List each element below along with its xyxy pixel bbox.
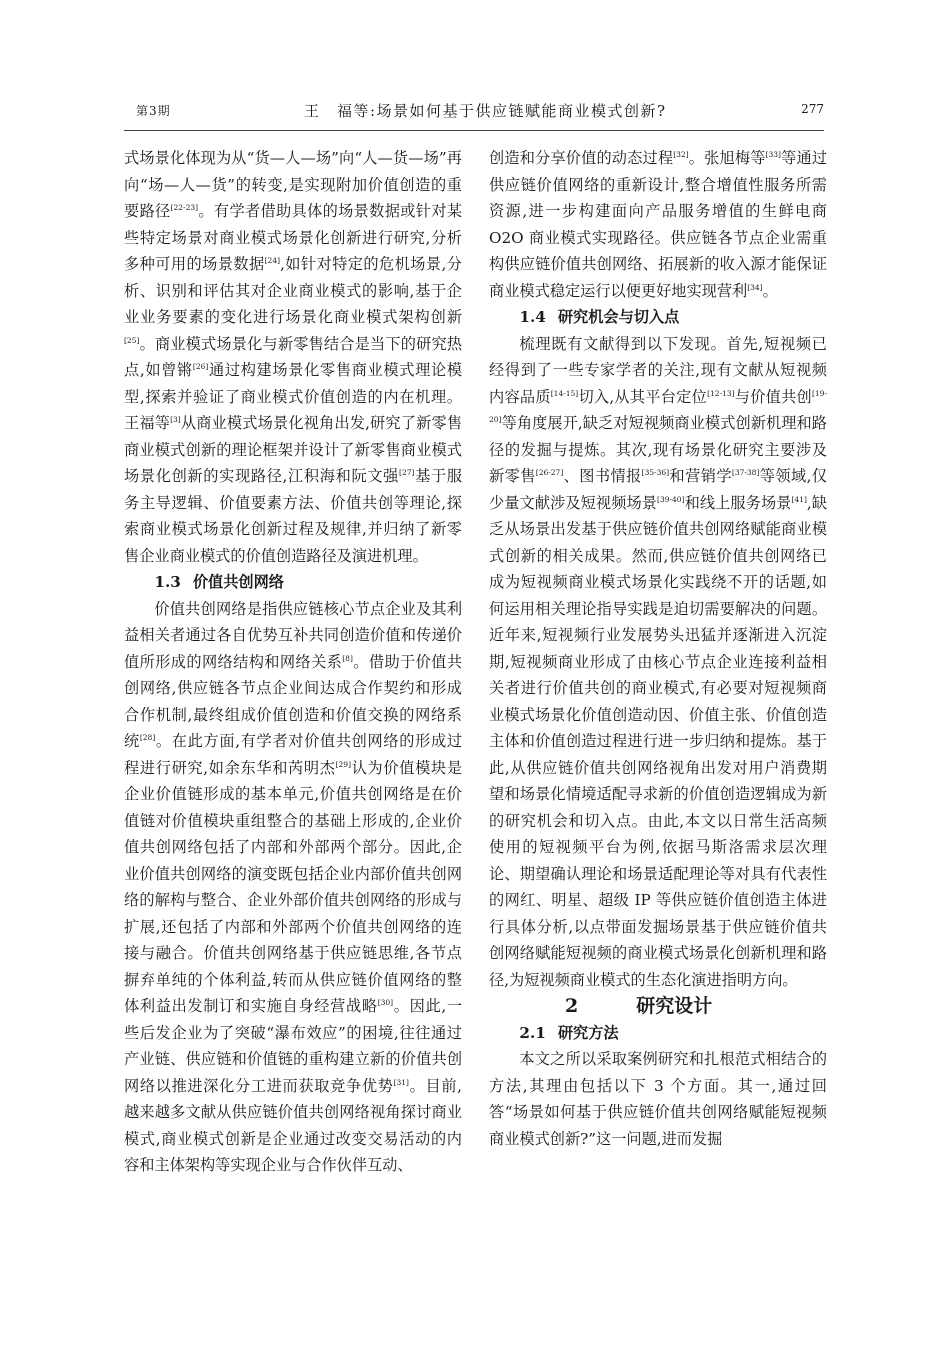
page-number: 277 (801, 102, 824, 116)
citation: [35-36] (641, 468, 670, 477)
citation: [34] (747, 282, 763, 292)
paragraph-research-opportunity: 梳理既有文献得到以下发现。首先,短视频已经得到了一些专家学者的关注,现有文献从短视频内容品质[14-15]切入,从其平台定位[12-13]与价值共创[19-20]等角度展开,缺乏对短视频商业模式创新机理和路径的发掘与提炼。其次,现有场景化研究主要涉及新零售[26-27]、图书情报[35-36]和营销学[37-38]等领域,仅少量文献涉及短视频场景[39-40]和线上服务场景[41],缺乏从场景出发基于供应链价值共创网络赋能商业模式创新的相关成果。然而,供应链价值共创网络已成为短视频商业模式场景化实践绕不开的话题,如何运用相关理论指导实践是迫切需要解决的问题。近年来,短视频行业发展势头迅猛并逐渐进入沉淀期,短视频商业形成了由核心节点企业连接利益相关者进行价值共创的商业模式,有必要对短视频商业模式场景化价值创造动因、价值主张、价值创造主体和价值创造过程进行进一步归纳和提炼。基于此,从供应链价值共创网络视角出发对用户消费期望和场景化情境适配寻求新的价值创造逻辑成为新的研究机会和切入点。由此,本文以日常生活高频使用的短视频平台为例,依据马斯洛需求层次理论、期望确认理论和场景适配理论等对具有代表性的网红、明星、超级 IP 等供应链价值创造主体进行具体分析,以点带面发掘场景基于供应链价值共创网络赋能短视频的商业模式场景化创新机理和路径,为短视频商业模式的生态化演进指明方向。 (489, 334, 828, 989)
citation: [12-13] (707, 388, 735, 398)
citation: [14-15] (550, 388, 579, 398)
citation: [32] (673, 150, 689, 159)
paragraph-value-cocreation-network: 价值共创网络是指供应链核心节点企业及其利益相关者通过各自优势互补共同创造价值和传递价值所形成的网络结构和网络关系[8]。借助于价值共创网络,供应链各节点企业间达成合作契约和形成合作机制,最终组成价值创造和价值交换的网络系统[28]。在此方面,有学者对价值共创网络的形成过程进行研究,如余东华和芮明杰[29]认为价值模块是企业价值链形成的基本单元,价值共创网络是在价值链对价值模块重组整合的基础上形成的,企业价值共创网络包括了内部和外部两个部分。因此,企业价值共创网络的演变既包括企业内部价值共创网络的解构与整合、企业外部价值共创网络的形成与扩展,还包括了内部和外部两个价值共创网络的连接与融合。价值共创网络基于供应链思维,各节点摒弃单纯的个体利益,转而从供应链价值网络的整体利益出发制订和实施自身经营战略[30]。因此,一些后发企业为了突破“瀑布效应”的困境,往往通过产业链、供应链和价值链的重构建立新的价值共创网络以推进深化分工进而获取竞争优势[31]。目前,越来越多文献从供应链价值共创网络视角探讨商业模式,商业模式创新是企业通过改变交易活动的内容和主体架构等实现企业与合作伙伴互动、 (124, 599, 463, 1174)
citation: [31] (393, 1077, 409, 1087)
paragraph-research-method: 本文之所以采取案例研究和扎根范式相结合的方法,其理由包括以下 3 个方面。其一,通过回答“场景如何基于供应链价值共创网络赋能短视频商业模式创新?”这一问题,进而发掘 (489, 1050, 827, 1148)
citation: [24] (264, 256, 281, 265)
section-heading-1-3: 1.3 价值共创网络 (154, 573, 284, 591)
citation: [28] (139, 733, 156, 742)
citation: [22-23] (170, 203, 199, 212)
right-column (489, 145, 827, 1152)
section-heading-2-1: 2.1 研究方法 (519, 1023, 619, 1042)
citation: [37-38] (731, 468, 760, 477)
citation: [26-27] (535, 468, 564, 477)
running-title: 王 福等:场景如何基于供应链赋能商业模式创新? (304, 102, 667, 120)
citation: [33] (765, 150, 781, 159)
citation: [41] (791, 494, 807, 504)
section-heading-2: 2 研究设计 (565, 995, 713, 1017)
issue-number: 第3期 (136, 104, 171, 118)
citation: [26] (192, 362, 209, 371)
citation: [8] (342, 653, 353, 663)
citation: [29] (335, 759, 352, 769)
citation: [27] (399, 468, 415, 477)
citation: [25] (124, 335, 140, 345)
citation: [30] (377, 998, 394, 1007)
citation: [39-40] (657, 494, 685, 504)
citation: [19-20] (489, 388, 827, 424)
left-column (124, 145, 462, 1179)
paragraph-continued: 创造和分享价值的动态过程[32]。张旭梅等[33]等通过供应链价值网络的重新设计,整合增值性服务所需资源,进一步构建面向产品服务增值的生鲜电商 O2O 商业模式实现路径。供应链各节点企业需重构供应链价值共创网络、拓展新的收入源才能保证商业模式稳定运行以便更好地实现营利[34]。 (489, 149, 828, 300)
section-heading-1-4: 1.4 研究机会与切入点 (519, 308, 680, 326)
paragraph-scenario-literature: 式场景化体现为从“货—人—场”向“人—货—场”再向“场—人—货”的转变,是实现附加价值创造的重要路径[22-23]。有学者借助具体的场景数据或针对某些特定场景对商业模式场景化创新进行研究,分析多种可用的场景数据[24],如针对特定的危机场景,分析、识别和评估其对企业商业模式的影响,基于企业业务要素的变化进行场景化商业模式架构创新[25]。商业模式场景化与新零售结合是当下的研究热点,如曾锵[26]通过构建场景化零售商业模式理论模型,探索并验证了商业模式价值创造的内在机理。王福等[3]从商业模式场景化视角出发,研究了新零售商业模式创新的理论框架并设计了新零售商业模式场景化创新的实现路径,江积海和阮文强[27]基于服务主导逻辑、价值要素方法、价值共创等理论,探索商业模式场景化创新过程及规律,并归纳了新零售企业商业模式的价值创造路径及演进机理。 (124, 149, 463, 565)
running-header (124, 100, 824, 131)
citation: [3] (170, 415, 181, 424)
